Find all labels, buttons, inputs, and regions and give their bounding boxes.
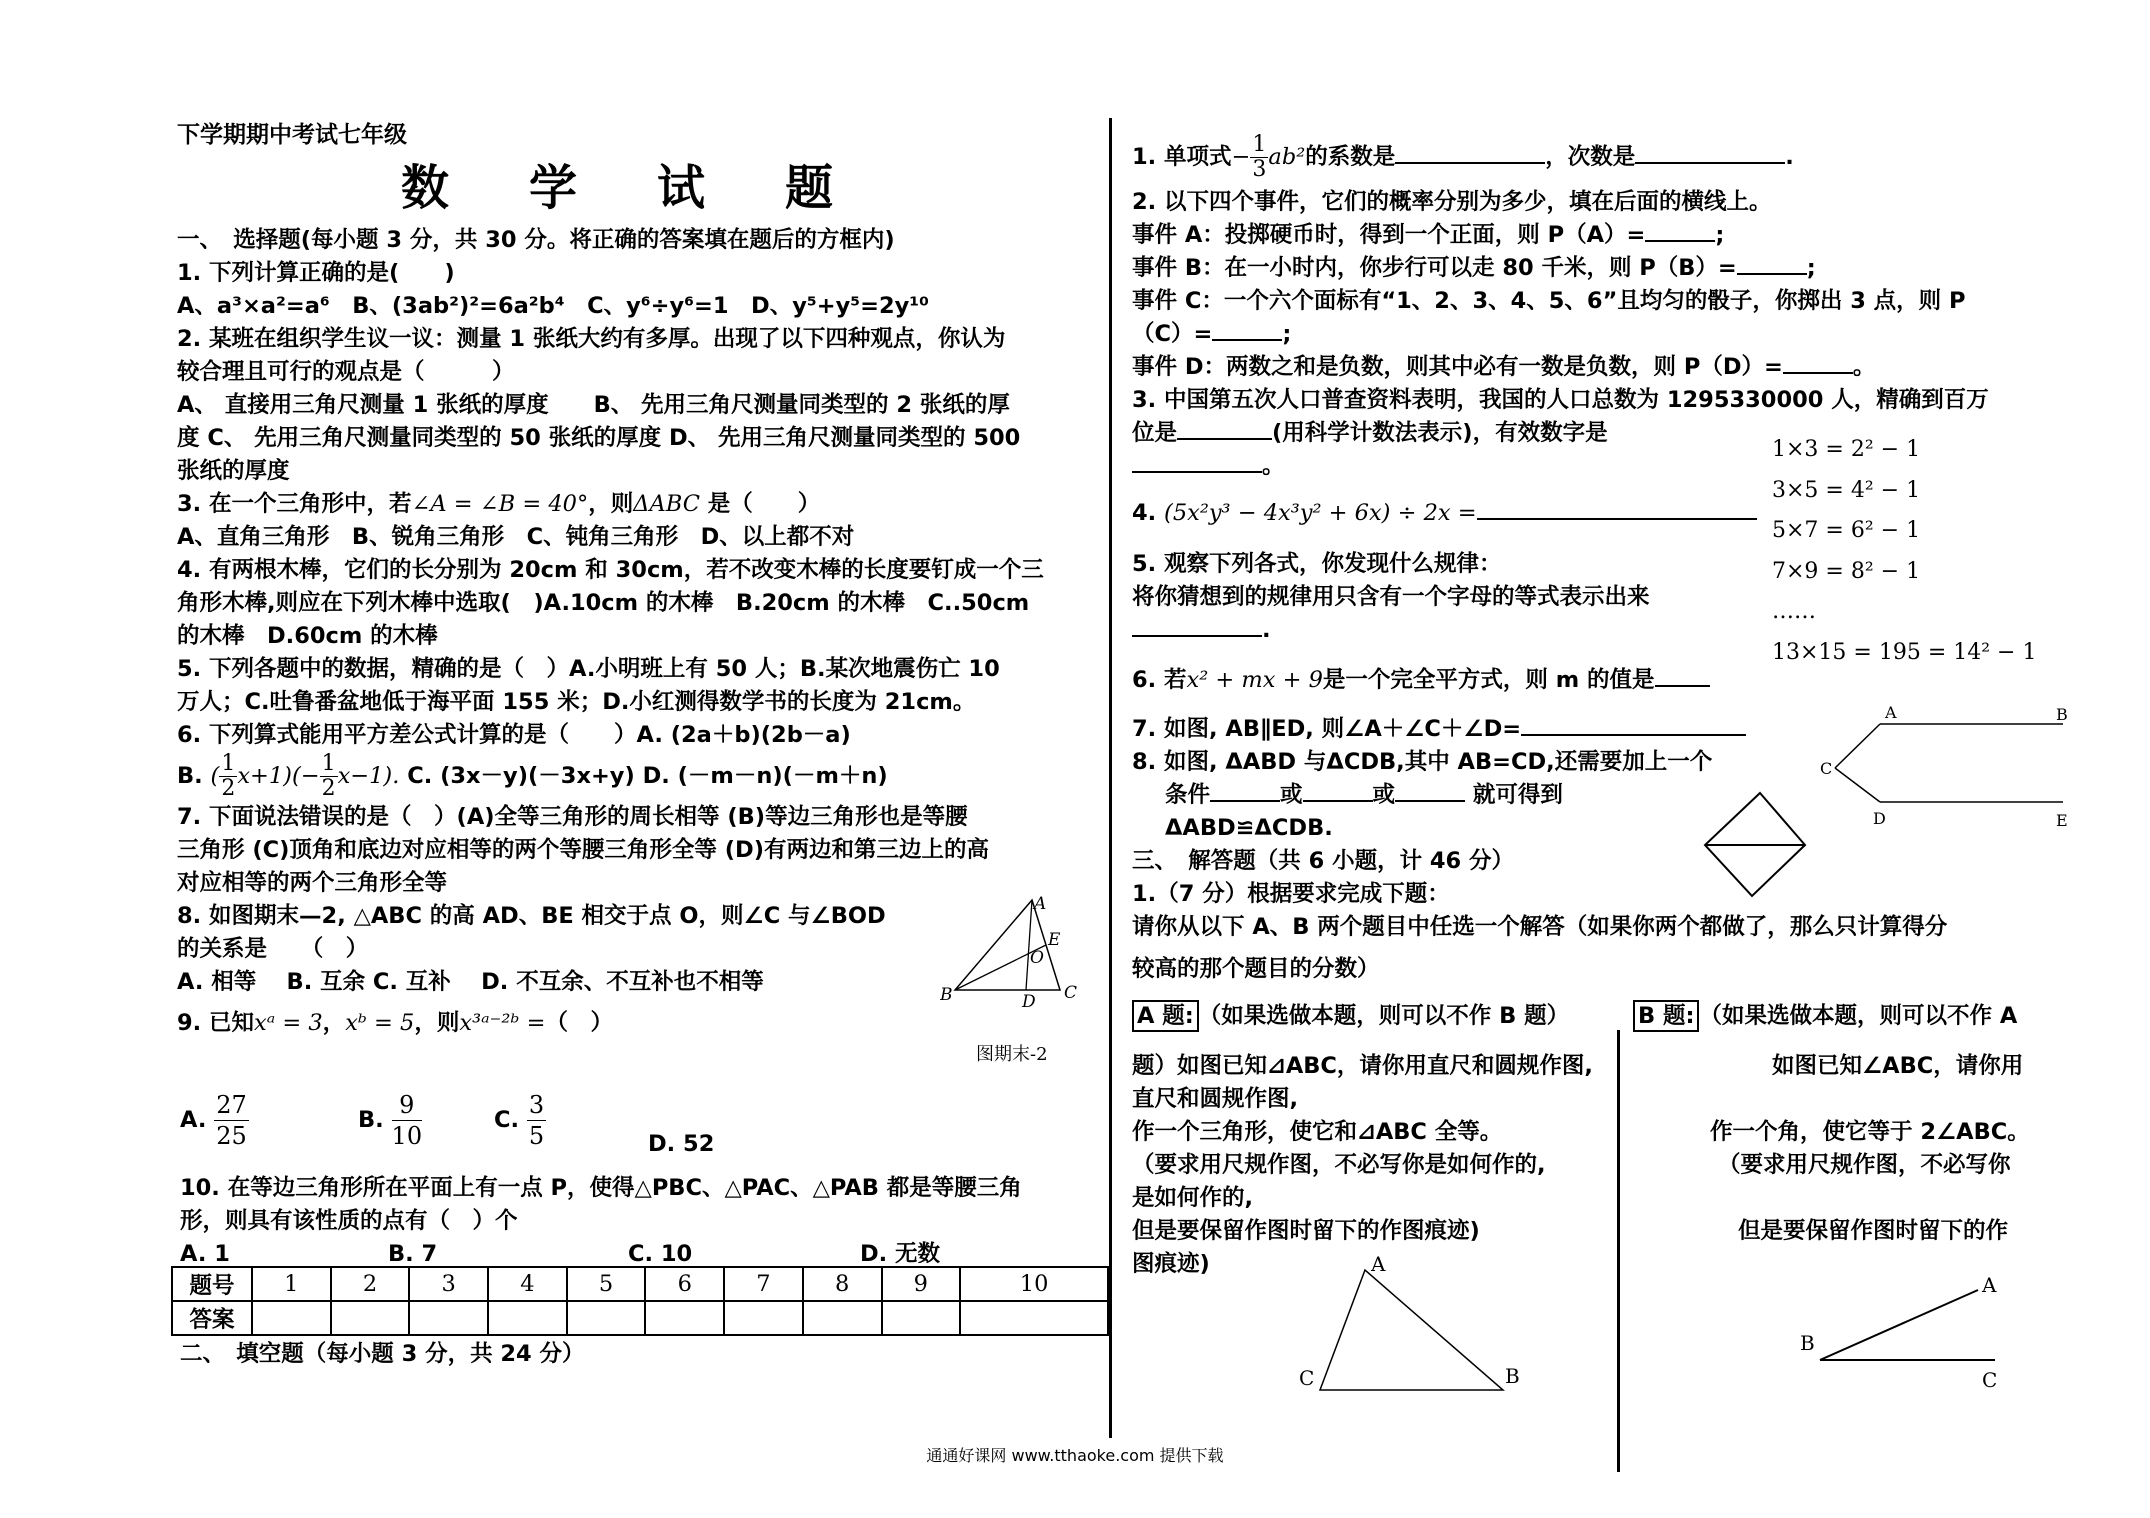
blank-condition-3[interactable] bbox=[1395, 780, 1465, 802]
answer-cell-8[interactable] bbox=[803, 1301, 882, 1335]
problem-a-label: A 题: bbox=[1132, 1000, 1199, 1032]
question-6-line-2: B. ( $\frac{1}{2}$ x+1)(− $\frac{1}{2}$ x−1). C. (3x－y)(－3x+y) D. (－m－n)(－m＋n) bbox=[177, 751, 888, 801]
question-2-line-1: 2. 某班在组织学生议一议：测量 1 张纸大约有多厚。出现了以下四种观点，你认为 bbox=[177, 326, 1006, 352]
ray-ba bbox=[1820, 1290, 1978, 1360]
fill-question-8-line-3: ΔABD≌ΔCDB. bbox=[1165, 815, 1333, 841]
event-a: 事件 A：投掷硬币时，得到一个正面，则 P（A）= ; bbox=[1132, 222, 1725, 248]
fill-question-5-line-2: 将你猜想到的规律用只含有一个字母的等式表示出来 bbox=[1132, 584, 1650, 610]
event-c-line-2: （C）= ; bbox=[1132, 321, 1292, 347]
fill-question-6: 6. 若x² + mx + 9是一个完全平方式，则 m 的值是 bbox=[1132, 664, 1710, 697]
fraction-half: $\frac{1}{2}$ bbox=[321, 751, 336, 801]
table-cell: 8 bbox=[803, 1267, 882, 1301]
problem-divider bbox=[1617, 1030, 1620, 1472]
question-10-option-c: C. 10 bbox=[628, 1241, 693, 1267]
pattern-item: 5×7 = 6² − 1 bbox=[1772, 518, 1921, 543]
fill-question-3-line-3: 。 bbox=[1132, 450, 1285, 483]
question-4-line-1: 4. 有两根木棒，它们的长分别为 20cm 和 30cm，若不改变木棒的长度要钉成一个三 bbox=[177, 557, 1044, 583]
table-row-answers bbox=[172, 1301, 1108, 1335]
question-8-options: A. 相等 B. 互余 C. 互补 D. 不互余、不互补也不相等 bbox=[177, 969, 764, 995]
question-6-line-1: 6. 下列算式能用平方差公式计算的是（ ）A. (2a＋b)(2b－a) bbox=[177, 722, 851, 748]
question-10-option-b: B. 7 bbox=[388, 1241, 438, 1267]
fill-question-3-line-1: 3. 中国第五次人口普查资料表明，我国的人口总数为 1295330000 人，精确到百万 bbox=[1132, 387, 1989, 413]
event-c-line-1: 事件 C：一个六个面标有“1、2、3、4、5、6”且均匀的骰子，你掷出 3 点，则 P bbox=[1132, 288, 1966, 314]
triangle-abc-figure bbox=[1295, 1255, 1530, 1405]
triangle-figure-q8 bbox=[940, 895, 1090, 1010]
blank-m[interactable] bbox=[1655, 665, 1710, 687]
question-9-options: A. $\frac{27}{25}$ bbox=[180, 1091, 247, 1150]
angle-abc-figure bbox=[1798, 1270, 2018, 1400]
problem-a-line-7: 图痕迹) bbox=[1132, 1251, 1210, 1277]
question-9-option-d: D. 52 bbox=[648, 1131, 715, 1157]
question-1-options: A、a³×a²=a⁶ B、(3ab²)²=6a²b⁴ C、y⁶÷y⁶=1 D、y⁵+y⁵=2y¹⁰ bbox=[177, 293, 929, 319]
answer-cell-10[interactable] bbox=[960, 1301, 1108, 1335]
pattern-item: 13×15 = 195 = 14² − 1 bbox=[1772, 639, 2037, 665]
table-header-answer: 答案 bbox=[172, 1301, 252, 1335]
blank-p-d[interactable] bbox=[1783, 352, 1853, 374]
blank-coefficient[interactable] bbox=[1395, 142, 1545, 164]
question-8-line-1: 8. 如图期末—2, △ABC 的高 AD、BE 相交于点 O，则∠C 与∠BOD bbox=[177, 903, 886, 929]
problem-b-label: B 题: bbox=[1633, 1000, 1699, 1032]
table-cell: 2 bbox=[331, 1267, 410, 1301]
blank-condition-2[interactable] bbox=[1303, 780, 1373, 802]
question-2-line-2: 较合理且可行的观点是（ ） bbox=[177, 359, 515, 385]
answer-cell-3[interactable] bbox=[409, 1301, 488, 1335]
question-7-line-1: 7. 下面说法错误的是（ ）(A)全等三角形的周长相等 (B)等边三角形也是等腰 bbox=[177, 804, 968, 830]
section-2-heading: 二、 填空题（每小题 3 分，共 24 分） bbox=[180, 1341, 585, 1367]
fraction-third: $\frac{1}{3}$ bbox=[1252, 132, 1267, 182]
pattern-item: …… bbox=[1772, 599, 1816, 624]
table-cell: 4 bbox=[488, 1267, 567, 1301]
label-c: C bbox=[1064, 983, 1078, 1003]
label-b: B bbox=[1800, 1331, 1815, 1355]
fraction-half: $\frac{1}{2}$ bbox=[221, 751, 236, 801]
exam-subtitle: 下学期期中考试七年级 bbox=[177, 122, 407, 148]
label-d: D bbox=[1873, 809, 1886, 828]
fraction-option-b: $\frac{9}{10}$ bbox=[391, 1091, 423, 1150]
fill-question-8-line-1: 8. 如图, ΔABD 与ΔCDB,其中 AB=CD,还需要加上一个 bbox=[1132, 749, 1713, 775]
problem-a-line-5: 是如何作的, bbox=[1132, 1185, 1254, 1211]
question-2-line-3: A、 直接用三角尺测量 1 张纸的厚度 B、 先用三角尺测量同类型的 2 张纸的厚 bbox=[177, 392, 1010, 418]
question-7-line-3: 对应相等的两个三角形全等 bbox=[177, 870, 448, 896]
label-a: A bbox=[1371, 1255, 1386, 1276]
pattern-list bbox=[1772, 430, 2036, 673]
question-10-option-d: D. 无数 bbox=[860, 1241, 941, 1267]
solve-question-1-line-3: 较高的那个题目的分数） bbox=[1132, 956, 1380, 982]
fraction-option-a: $\frac{27}{25}$ bbox=[216, 1091, 247, 1150]
pattern-item: 3×5 = 4² − 1 bbox=[1772, 477, 1921, 503]
question-1: 1. 下列计算正确的是( ) bbox=[177, 260, 455, 286]
problem-b-header: B 题: （如果选做本题，则可以不作 A bbox=[1633, 1000, 2017, 1033]
question-10-line-1: 10. 在等边三角形所在平面上有一点 P，使得△PBC、△PAC、△PAB 都是等腰三角 bbox=[180, 1175, 1022, 1201]
question-5-line-2: 万人；C.吐鲁番盆地低于海平面 155 米；D.小红测得数学书的长度为 21cm。 bbox=[177, 689, 976, 715]
table-cell: 6 bbox=[645, 1267, 724, 1301]
blank-pattern[interactable] bbox=[1132, 615, 1262, 637]
fill-question-2: 2. 以下四个事件，它们的概率分别为多少，填在后面的横线上。 bbox=[1132, 189, 1772, 215]
problem-a-line-2: 直尺和圆规作图, bbox=[1132, 1086, 1299, 1112]
figure-caption: 图期末-2 bbox=[976, 1044, 1048, 1065]
label-e: E bbox=[2056, 811, 2068, 830]
pattern-item: 7×9 = 8² − 1 bbox=[1772, 558, 1921, 584]
label-b: B bbox=[1505, 1364, 1520, 1388]
table-cell: 1 bbox=[252, 1267, 331, 1301]
question-9-option-b: B. $\frac{9}{10}$ bbox=[358, 1091, 423, 1150]
fill-question-7: 7. 如图, AB∥ED, 则∠A＋∠C＋∠D= bbox=[1132, 713, 1746, 746]
section-1-heading: 一、 选择题(每小题 3 分，共 30 分。将正确的答案填在题后的方框内) bbox=[177, 227, 895, 253]
label-c: C bbox=[1299, 1366, 1315, 1390]
fill-question-4: 4. (5x²y³ − 4x³y² + 6x) ÷ 2x = bbox=[1132, 497, 1757, 530]
label-a: A bbox=[1982, 1273, 1997, 1297]
table-header-number: 题号 bbox=[172, 1267, 252, 1301]
question-9: 9. 已知xᵃ = 3，xᵇ = 5，则x³ᵃ⁻²ᵇ =（ ） bbox=[177, 1010, 613, 1036]
label-c: C bbox=[1982, 1368, 1998, 1392]
table-cell: 3 bbox=[409, 1267, 488, 1301]
event-b: 事件 B：在一小时内，你步行可以走 80 千米，则 P（B）= ; bbox=[1132, 255, 1816, 281]
blank-angle-sum[interactable] bbox=[1521, 714, 1746, 736]
answer-cell-6[interactable] bbox=[645, 1301, 724, 1335]
solve-question-1: 1.（7 分）根据要求完成下题： bbox=[1132, 881, 1450, 907]
question-7-line-2: 三角形 (C)顶角和底边对应相等的两个等腰三角形全等 (D)有两边和第三边上的高 bbox=[177, 837, 989, 863]
label-b: B bbox=[940, 985, 953, 1005]
problem-b-line-4: 但是要保留作图时留下的作 bbox=[1738, 1218, 2009, 1244]
fill-question-3-line-2: 位是 (用科学计数法表示)，有效数字是 bbox=[1132, 420, 1608, 446]
answer-cell-9[interactable] bbox=[882, 1301, 961, 1335]
question-4-line-2: 角形木棒,则应在下列木棒中选取( )A.10cm 的木棒 B.20cm 的木棒 C..50cm bbox=[177, 590, 1030, 616]
problem-a-header: A 题: （如果选做本题，则可以不作 B 题） bbox=[1132, 1000, 1569, 1033]
label-o: O bbox=[1030, 948, 1044, 968]
question-3-options: A、直角三角形 B、锐角三角形 C、钝角三角形 D、以上都不对 bbox=[177, 524, 855, 550]
question-2-line-4: 度 C、 先用三角尺测量同类型的 50 张纸的厚度 D、 先用三角尺测量同类型的 500 bbox=[177, 425, 1021, 451]
section-3-heading: 三、 解答题（共 6 小题，计 46 分） bbox=[1132, 848, 1515, 874]
question-5-line-1: 5. 下列各题中的数据，精确的是（ ）A.小明班上有 50 人；B.某次地震伤亡 10 bbox=[177, 656, 1000, 682]
answer-cell-7[interactable] bbox=[724, 1301, 803, 1335]
answer-table bbox=[171, 1266, 1109, 1336]
blank-division[interactable] bbox=[1477, 498, 1757, 520]
page-footer: 通通好课网 www.tthaoke.com 提供下载 bbox=[926, 1446, 1224, 1465]
quadrilateral-figure bbox=[1700, 788, 1810, 898]
fraction-option-c: $\frac{3}{5}$ bbox=[528, 1091, 545, 1150]
problem-b-line-1: 如图已知∠ABC，请你用 bbox=[1772, 1053, 2024, 1079]
fill-question-8-line-2: 条件 或 或 就可得到 bbox=[1165, 782, 1563, 808]
answer-cell-4[interactable] bbox=[488, 1301, 567, 1335]
triangle-shape bbox=[1320, 1270, 1503, 1390]
event-d: 事件 D：两数之和是负数，则其中必有一数是负数，则 P（D）= 。 bbox=[1132, 354, 1876, 380]
table-cell: 5 bbox=[567, 1267, 646, 1301]
line-cd bbox=[1835, 768, 1880, 802]
question-8-line-2: 的关系是 （ ） bbox=[177, 936, 369, 962]
solve-question-1-line-2: 请你从以下 A、B 两个题目中任选一个解答（如果你两个都做了，那么只计算得分 bbox=[1132, 914, 1948, 940]
problem-a-line-6: 但是要保留作图时留下的作图痕迹) bbox=[1132, 1218, 1480, 1244]
fill-question-5-line-1: 5. 观察下列各式，你发现什么规律： bbox=[1132, 551, 1502, 577]
problem-a-line-4: （要求用尺规作图，不必写你是如何作的, bbox=[1132, 1152, 1546, 1178]
blank-degree[interactable] bbox=[1635, 142, 1785, 164]
label-e: E bbox=[1048, 930, 1061, 950]
parallel-lines-figure bbox=[1808, 702, 2078, 832]
answer-cell-5[interactable] bbox=[567, 1301, 646, 1335]
problem-b-line-3: （要求用尺规作图，不必写你 bbox=[1718, 1152, 2011, 1178]
blank-scientific[interactable] bbox=[1177, 418, 1272, 440]
fill-question-5-line-3: . bbox=[1132, 614, 1271, 647]
blank-p-a[interactable] bbox=[1645, 220, 1715, 242]
table-cell: 7 bbox=[724, 1267, 803, 1301]
label-d: D bbox=[1022, 992, 1036, 1010]
table-cell: 10 bbox=[960, 1267, 1108, 1301]
label-a: A bbox=[1885, 703, 1897, 722]
question-10-line-2: 形，则具有该性质的点有（ ）个 bbox=[180, 1208, 518, 1234]
blank-condition-1[interactable] bbox=[1210, 780, 1280, 802]
altitude-ad bbox=[1026, 900, 1032, 990]
question-3: 3. 在一个三角形中，若∠A = ∠B = 40°，则ΔABC 是（ ） bbox=[177, 491, 821, 517]
answer-cell-2[interactable] bbox=[331, 1301, 410, 1335]
blank-p-c[interactable] bbox=[1212, 319, 1282, 341]
exam-title: 数学试题 bbox=[401, 160, 914, 216]
problem-a-line-1: 题）如图已知⊿ABC，请你用直尺和圆规作图, bbox=[1132, 1053, 1593, 1079]
problem-a-line-3: 作一个三角形，使它和⊿ABC 全等。 bbox=[1132, 1119, 1503, 1145]
answer-cell-1[interactable] bbox=[252, 1301, 331, 1335]
blank-p-b[interactable] bbox=[1737, 253, 1807, 275]
question-10-option-a: A. 1 bbox=[180, 1241, 230, 1267]
table-row-numbers bbox=[172, 1267, 1108, 1301]
problem-b-line-2: 作一个角，使它等于 2∠ABC。 bbox=[1710, 1119, 2030, 1145]
question-2-line-5: 张纸的厚度 bbox=[177, 458, 290, 484]
label-a: A bbox=[1034, 895, 1047, 914]
table-cell: 9 bbox=[882, 1267, 961, 1301]
question-9-option-c: C. $\frac{3}{5}$ bbox=[494, 1091, 545, 1150]
line-ac bbox=[1835, 724, 1880, 768]
blank-significant[interactable] bbox=[1132, 451, 1262, 473]
pattern-item: 1×3 = 2² − 1 bbox=[1772, 437, 1921, 462]
fill-question-1: 1. 单项式− $\frac{1}{3}$ ab²的系数是 ，次数是 . bbox=[1132, 132, 1794, 182]
label-c: C bbox=[1820, 759, 1833, 778]
question-4-line-3: 的木棒 D.60cm 的木棒 bbox=[177, 623, 438, 649]
label-b: B bbox=[2056, 705, 2068, 724]
column-divider bbox=[1109, 118, 1112, 1438]
